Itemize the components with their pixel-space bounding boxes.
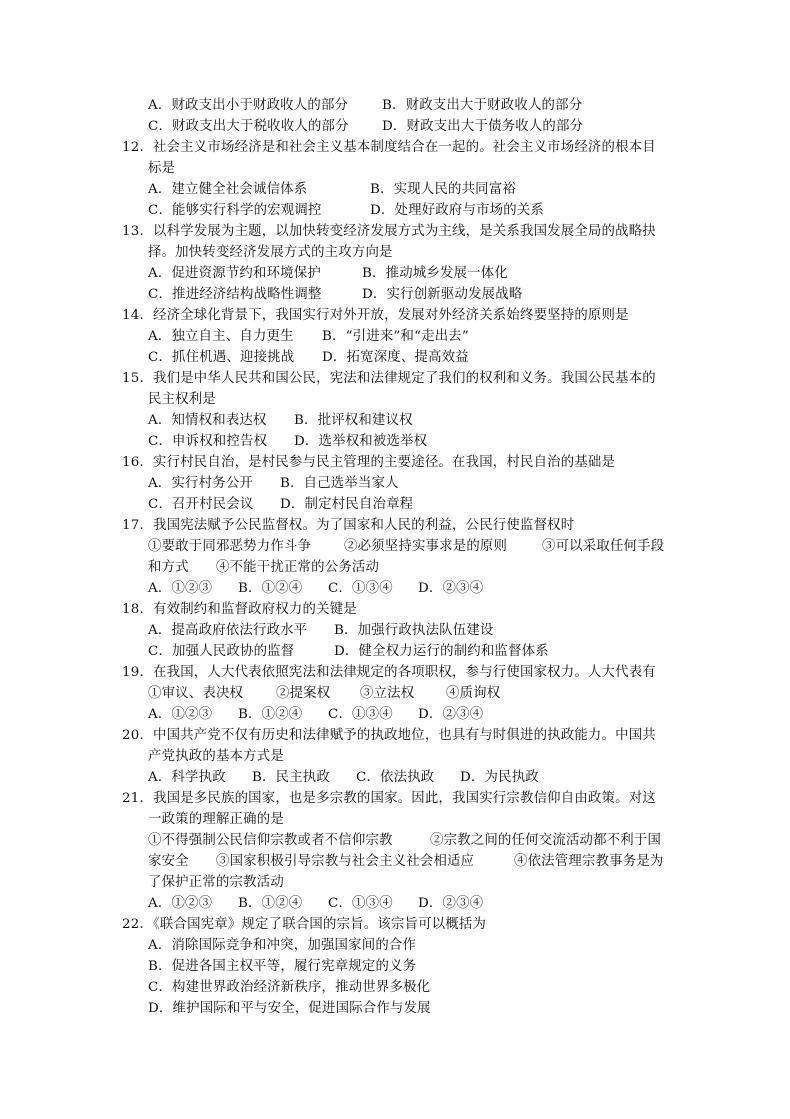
- q21-stem: 21．我国是多民族的国家，也是多宗教的国家。因此，我国实行宗教信仰自由政策。对这: [122, 791, 656, 806]
- q15-option-d: D．选举权和被选举权: [294, 434, 428, 449]
- q17-statement-3-cont: 和方式: [148, 560, 189, 575]
- q15-row-cd: [148, 432, 427, 452]
- q12-option-d: D．处理好政府与市场的关系: [370, 203, 545, 218]
- q17-statement-3: ③可以采取任何手段: [542, 539, 665, 554]
- q14-option-d: D．拓宽深度、提高效益: [322, 350, 469, 365]
- q17-stem: 17．我国宪法赋予公民监督权。为了国家和人民的利益，公民行使监督权时: [122, 518, 575, 533]
- q16-option-a: A．实行村务公开: [148, 476, 254, 491]
- q19-statements: [148, 684, 500, 704]
- q19-stem: 19．在我国，人大代表依照宪法和法律规定的各项职权，参与行使国家权力。人大代表有: [122, 665, 656, 680]
- q19-options: [148, 705, 483, 725]
- q11-option-c: C．财政支出大于税收收人的部分: [148, 119, 349, 134]
- q20-option-c: C．依法执政: [356, 770, 435, 785]
- q12-row-cd: [148, 201, 544, 221]
- q18-option-b: B．加强行政执法队伍建设: [334, 623, 494, 638]
- q21-statement-2-cont: 家安全: [148, 854, 189, 869]
- q21-options: [148, 894, 483, 914]
- q22-option-a: A．消除国际竞争和冲突，加强国家间的合作: [148, 938, 417, 953]
- q21-statements-row2: [148, 852, 664, 872]
- q15-option-a: A．知情权和表达权: [148, 413, 267, 428]
- q14-stem: 14．经济全球化背景下，我国实行对外开放，发展对外经济关系始终要坚持的原则是: [122, 308, 629, 323]
- q13-stem-cont: 择。加快转变经济发展方式的主攻方向是: [148, 245, 393, 260]
- q18-row-ab: [148, 621, 494, 641]
- q21-statement-2: ②宗教之间的任何交流活动都不利于国: [430, 833, 662, 848]
- q13-option-c: C．推进经济结构战略性调整: [148, 287, 322, 302]
- q21-option-b: B．①②④: [238, 896, 303, 911]
- q11-row-ab: [148, 96, 582, 116]
- q16-row-ab: [148, 474, 399, 494]
- q17-statement-4: ④不能干扰正常的公务活动: [216, 560, 380, 575]
- q19-statement-4: ④质询权: [446, 686, 501, 701]
- q19-statement-1: ①审议、表决权: [148, 686, 244, 701]
- q17-statement-1: ①要敢于同邪恶势力作斗争: [148, 539, 312, 554]
- q12-option-a: A．建立健全社会诚信体系: [148, 182, 308, 197]
- q21-statement-3: ③国家积极引导宗教与社会主义社会相适应: [216, 854, 475, 869]
- q16-stem: 16．实行村民自治，是村民参与民主管理的主要途径。在我国，村民自治的基础是: [122, 455, 616, 470]
- q12-option-b: B．实现人民的共同富裕: [370, 182, 516, 197]
- q16-option-d: D．制定村民自治章程: [280, 497, 414, 512]
- q14-option-c: C．抓住机遇、迎接挑战: [148, 350, 295, 365]
- q15-option-b: B．批评权和建议权: [294, 413, 413, 428]
- q21-option-d: D．②③④: [418, 896, 484, 911]
- q15-stem: 15．我们是中华人民共和国公民，宪法和法律规定了我们的权利和义务。我国公民基本的: [122, 371, 656, 386]
- q18-option-c: C．加强人民政协的监督: [148, 644, 295, 659]
- q22-option-c: C．构建世界政治经济新秩序，推动世界多极化: [148, 980, 431, 995]
- q21-option-c: C．①③④: [328, 896, 393, 911]
- q17-option-c: C．①③④: [328, 581, 393, 596]
- q14-option-a: A．独立自主、自力更生: [148, 329, 294, 344]
- q17-statements-row2: [148, 558, 379, 578]
- q16-row-cd: [148, 495, 413, 515]
- q12-stem-cont: 标是: [148, 161, 176, 176]
- q21-statement-4: ④依法管理宗教事务是为: [514, 854, 664, 869]
- q19-option-d: D．②③④: [418, 707, 484, 722]
- q21-statements-row1: [148, 831, 661, 851]
- q19-option-a: A．①②③: [148, 707, 213, 722]
- q22-option-b: B．促进各国主权平等，履行宪章规定的义务: [148, 959, 417, 974]
- q18-option-d: D．健全权力运行的制约和监督体系: [334, 644, 549, 659]
- q13-row-cd: [148, 285, 522, 305]
- q22-stem: 22．《联合国宪章》规定了联合国的宗旨。该宗旨可以概括为: [122, 917, 487, 932]
- q12-option-c: C．能够实行科学的宏观调控: [148, 203, 322, 218]
- q20-options: [148, 768, 539, 788]
- q19-statement-3: ③立法权: [360, 686, 415, 701]
- q11-row-cd: [148, 117, 583, 137]
- q14-row-cd: [148, 348, 469, 368]
- q19-statement-2: ②提案权: [276, 686, 331, 701]
- q17-option-a: A．①②③: [148, 581, 213, 596]
- q12-stem: 12．社会主义市场经济是和社会主义基本制度结合在一起的。社会主义市场经济的根本目: [122, 140, 656, 155]
- q11-option-d: D．财政支出大于债务收人的部分: [382, 119, 584, 134]
- q21-statement-1: ①不得强制公民信仰宗教或者不信仰宗教: [148, 833, 393, 848]
- q13-row-ab: [148, 264, 508, 284]
- q22-option-d: D．维护国际和平与安全，促进国际合作与发展: [148, 1001, 431, 1016]
- q20-stem: 20．中国共产党不仅有历史和法律赋予的执政地位，也具有与时俱进的执政能力。中国共: [122, 728, 656, 743]
- q19-option-c: C．①③④: [328, 707, 393, 722]
- q17-option-d: D．②③④: [418, 581, 484, 596]
- q13-option-b: B．推动城乡发展一体化: [362, 266, 508, 281]
- q20-option-d: D．为民执政: [460, 770, 539, 785]
- q11-option-b: B．财政支出大于财政收人的部分: [382, 98, 583, 113]
- q16-option-c: C．召开村民会议: [148, 497, 254, 512]
- q13-stem: 13．以科学发展为主题，以加快转变经济发展方式为主线，是关系我国发展全局的战略抉: [122, 224, 656, 239]
- q19-option-b: B．①②④: [238, 707, 303, 722]
- q20-option-b: B．民主执政: [252, 770, 330, 785]
- q15-stem-cont: 民主权利是: [148, 392, 216, 407]
- q15-row-ab: [148, 411, 413, 431]
- q15-option-c: C．申诉权和控告权: [148, 434, 268, 449]
- q21-stem-cont: 一政策的理解正确的是: [148, 812, 284, 827]
- q18-row-cd: [148, 642, 549, 662]
- q18-option-a: A．提高政府依法行政水平: [148, 623, 308, 638]
- q21-statement-4-cont: 了保护正常的宗教活动: [148, 875, 284, 890]
- q17-options: [148, 579, 483, 599]
- q13-option-d: D．实行创新驱动发展战略: [362, 287, 523, 302]
- q18-stem: 18．有效制约和监督政府权力的关键是: [122, 602, 357, 617]
- q16-option-b: B．自己选举当家人: [280, 476, 399, 491]
- q17-statements-row1: [148, 537, 664, 557]
- q11-option-a: A．财政支出小于财政收人的部分: [148, 98, 349, 113]
- q20-stem-cont: 产党执政的基本方式是: [148, 749, 284, 764]
- q20-option-a: A．科学执政: [148, 770, 226, 785]
- q14-option-b: B．“引进来”和“走出去”: [322, 329, 469, 344]
- q17-option-b: B．①②④: [238, 581, 303, 596]
- q12-row-ab: [148, 180, 516, 200]
- q21-option-a: A．①②③: [148, 896, 213, 911]
- q13-option-a: A．促进资源节约和环境保护: [148, 266, 321, 281]
- q14-row-ab: [148, 327, 469, 347]
- q17-statement-2: ②必须坚持实事求是的原则: [344, 539, 508, 554]
